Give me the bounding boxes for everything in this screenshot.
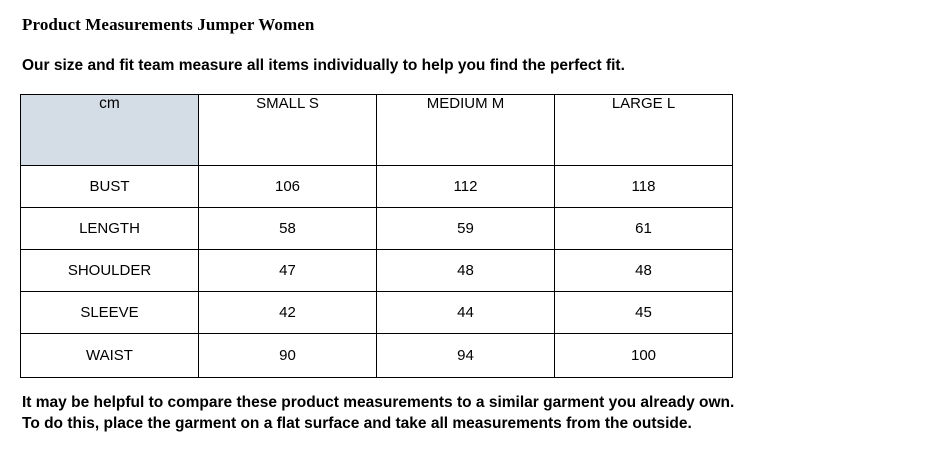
cell-large: 48 [555,250,733,292]
footer-note [22,392,911,434]
table-row [21,166,733,208]
table-row [21,208,733,250]
table-header-row [21,95,733,166]
table-row [21,334,733,378]
measurements-table [20,94,733,378]
table-header [21,95,733,166]
table-row [21,250,733,292]
row-label: SLEEVE [21,292,199,334]
header-small: SMALL S [199,95,377,166]
cell-large: 61 [555,208,733,250]
header-large: LARGE L [555,95,733,166]
row-label: LENGTH [21,208,199,250]
header-medium: MEDIUM M [377,95,555,166]
header-unit: cm [21,95,199,166]
cell-small: 47 [199,250,377,292]
row-label: SHOULDER [21,250,199,292]
cell-medium: 48 [377,250,555,292]
cell-medium: 112 [377,166,555,208]
table-row [21,292,733,334]
table-body [21,166,733,378]
cell-medium: 94 [377,334,555,378]
cell-large: 118 [555,166,733,208]
row-label: WAIST [21,334,199,378]
page-title: Product Measurements Jumper Women [22,15,315,34]
intro-text: Our size and fit team measure all items individually to help you find the perfect fit. [22,57,625,74]
cell-medium: 44 [377,292,555,334]
cell-medium: 59 [377,208,555,250]
cell-large: 45 [555,292,733,334]
cell-small: 106 [199,166,377,208]
footer-line-2: To do this, place the garment on a flat surface and take all measurements from the outside. [22,415,692,432]
cell-large: 100 [555,334,733,378]
cell-small: 42 [199,292,377,334]
cell-small: 90 [199,334,377,378]
row-label: BUST [21,166,199,208]
footer-line-1: It may be helpful to compare these product measurements to a similar garment you already own. [22,394,735,411]
cell-small: 58 [199,208,377,250]
